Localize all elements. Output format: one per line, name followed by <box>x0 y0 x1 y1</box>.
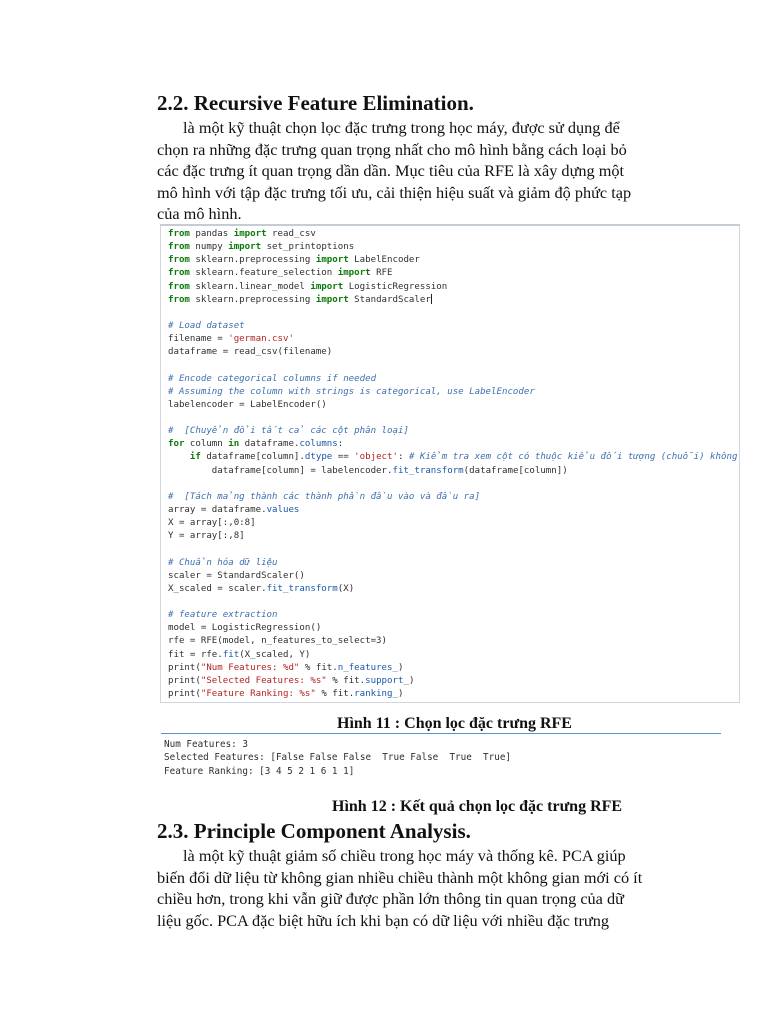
text-cursor <box>431 294 432 304</box>
code-line: # [Chuyển đổi tất cả các cột phân loại] <box>168 426 409 437</box>
code-line: array = dataframe.values <box>168 504 300 515</box>
code-screenshot <box>160 224 740 703</box>
code-line: # Load dataset <box>168 320 245 331</box>
code-line: Y = array[:,8] <box>168 531 245 542</box>
code-line <box>168 543 737 556</box>
code-line: scaler = StandardScaler() <box>168 570 305 581</box>
code-line <box>168 412 737 425</box>
code-line: # Encode categorical columns if needed <box>168 373 377 384</box>
code-line <box>168 596 737 609</box>
output-line: Num Features: 3 <box>164 739 248 750</box>
code-line: rfe = RFE(model, n_features_to_select=3) <box>168 636 387 647</box>
output-line: Feature Ranking: [3 4 5 2 1 6 1 1] <box>164 765 355 777</box>
code-line: from pandas import read_csv <box>168 229 316 239</box>
code-line: # Chuẩn hóa dữ liệu <box>168 557 278 568</box>
output-line: Selected Features: [False False False True False True True] <box>164 752 512 764</box>
code-line: dataframe[column] = labelencoder.fit_transform(dataframe[column]) <box>168 465 568 476</box>
code-line: model = LogisticRegression() <box>168 623 322 634</box>
code-line <box>168 478 737 491</box>
figure-caption-11: Hình 11 : Chọn lọc đặc trưng RFE <box>337 715 572 732</box>
paragraph-line: chiều hơn, trong khi vẫn giữ được phần lớn thông tin quan trọng của dữ <box>157 889 624 909</box>
code-line <box>168 307 737 320</box>
section-heading-pca: 2.3. Principle Component Analysis. <box>157 819 471 843</box>
paragraph-line: là một kỹ thuật chọn lọc đặc trưng trong học máy, được sử dụng để <box>183 118 620 137</box>
paragraph-line: là một kỹ thuật giảm số chiều trong học máy và thống kê. PCA giúp <box>183 846 626 865</box>
code-line: labelencoder = LabelEncoder() <box>168 399 327 410</box>
code-line <box>168 359 737 372</box>
code-listing <box>168 228 737 701</box>
paragraph-line: của mô hình. <box>157 204 242 224</box>
code-line: dataframe = read_csv(filename) <box>168 347 333 358</box>
code-line: for column in dataframe.columns: <box>168 439 344 450</box>
paragraph-line: các đặc trưng ít quan trọng dần dần. Mục tiêu của RFE là xây dựng một <box>157 161 625 181</box>
section-paragraph-rfe <box>157 117 697 225</box>
code-line: # [Tách mảng thành các thành phần đầu vào và đầu ra] <box>168 491 481 502</box>
paragraph-line: mô hình với tập đặc trưng tối ưu, cải thiện hiệu suất và giảm độ phức tạp <box>157 182 632 202</box>
code-line: from sklearn.preprocessing import StandardScaler <box>168 294 431 305</box>
output-screenshot <box>164 738 511 778</box>
code-line: print("Feature Ranking: %s" % fit.ranking_) <box>168 688 404 699</box>
code-line: from sklearn.preprocessing import LabelEncoder <box>168 255 420 266</box>
paragraph-line: biến đổi dữ liệu từ không gian nhiều chiều thành một không gian mới có ít <box>157 867 643 887</box>
code-line: if dataframe[column].dtype == 'object': # Kiểm tra xem cột có thuộc kiểu đối tượng (chuỗi) không <box>189 452 738 463</box>
code-line: print("Num Features: %d" % fit.n_features_) <box>168 662 404 673</box>
code-line: from sklearn.feature_selection import RFE <box>168 268 393 279</box>
section-paragraph-pca <box>157 845 697 931</box>
section-heading-rfe: 2.2. Recursive Feature Elimination. <box>157 91 474 115</box>
code-line: # Assuming the column with strings is categorical, use LabelEncoder <box>168 386 535 397</box>
code-line: print("Selected Features: %s" % fit.support_) <box>168 675 415 686</box>
paragraph-line: chọn ra những đặc trưng quan trọng nhất cho mô hình bằng cách loại bỏ <box>157 139 627 159</box>
code-line: # feature extraction <box>168 610 278 621</box>
code-line: fit = rfe.fit(X_scaled, Y) <box>168 649 311 660</box>
code-line: filename = 'german.csv' <box>168 334 294 345</box>
paragraph-line: liệu gốc. PCA đặc biệt hữu ích khi bạn có dữ liệu với nhiều đặc trưng <box>157 910 609 930</box>
caption-divider <box>161 733 721 734</box>
code-line: from numpy import set_printoptions <box>168 242 355 253</box>
code-line: X = array[:,0:8] <box>168 518 256 529</box>
code-line: from sklearn.linear_model import LogisticRegression <box>168 281 448 292</box>
code-line: X_scaled = scaler.fit_transform(X) <box>168 583 355 594</box>
figure-caption-12: Hình 12 : Kết quả chọn lọc đặc trưng RFE <box>332 798 623 815</box>
